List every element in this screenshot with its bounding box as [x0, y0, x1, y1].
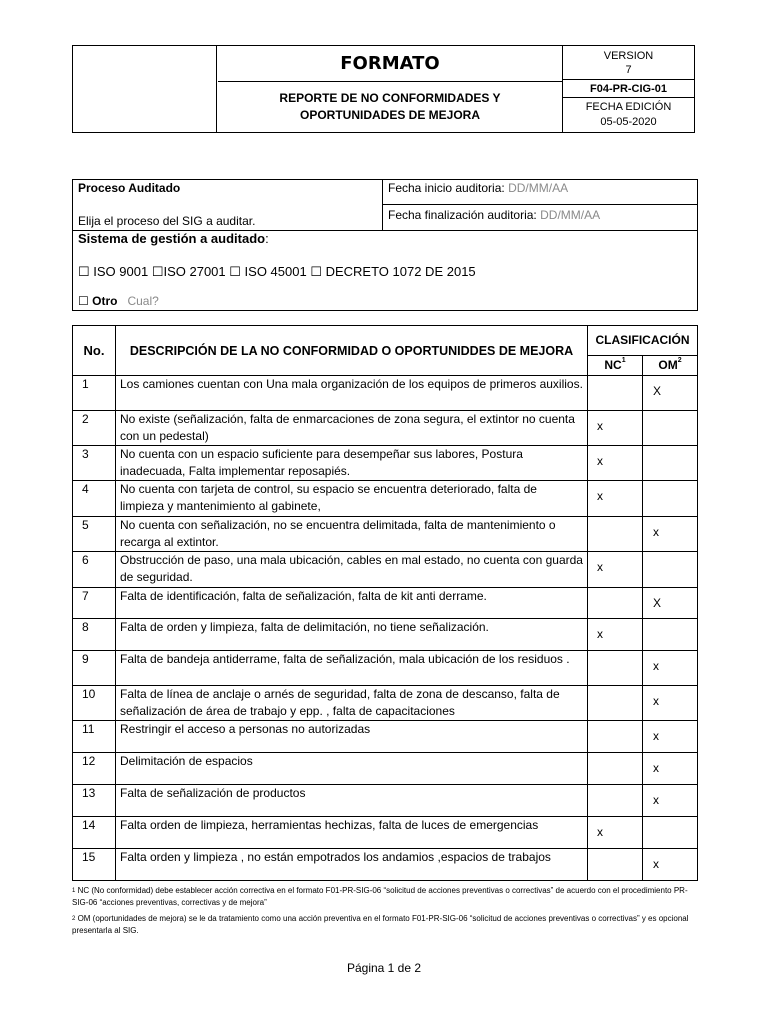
row-nc-mark: x — [588, 817, 643, 849]
row-number: 5 — [73, 517, 116, 552]
row-om-mark: x — [643, 849, 698, 881]
document-header — [72, 45, 695, 133]
row-description: Falta orden de limpieza, herramientas hechizas, falta de luces de emergencias — [116, 817, 588, 849]
row-om-mark: X — [643, 376, 698, 411]
column-header-no: No. — [73, 326, 116, 376]
column-header-description: DESCRIPCIÓN DE LA NO CONFORMIDAD O OPORTUNIDDES DE MEJORA — [116, 326, 588, 376]
row-nc-mark — [588, 721, 643, 753]
page-number: Página 1 de 2 — [346, 961, 422, 975]
row-nc-mark — [588, 376, 643, 411]
table-row — [73, 785, 698, 817]
row-om-mark: X — [643, 588, 698, 619]
checkbox-otro[interactable]: ☐ — [78, 294, 89, 308]
findings-table — [72, 325, 698, 881]
om-footnote-mark: 2 — [677, 357, 682, 364]
row-om-mark: x — [643, 721, 698, 753]
row-nc-mark — [588, 686, 643, 721]
row-om-mark: x — [643, 753, 698, 785]
row-om-mark — [643, 619, 698, 651]
footnote-2-text: OM (oportunidades de mejora) se le da tratamiento como una acción preventiva en el formato F01-PR-SIG-06 “solicitud de acciones preventivas o correctivas” y es opcional presentarla al SIG. — [72, 914, 689, 935]
row-nc-mark: x — [588, 552, 643, 588]
footnote-2 — [72, 913, 698, 937]
row-om-mark: x — [643, 785, 698, 817]
other-field[interactable]: Cual? — [127, 294, 159, 308]
column-header-nc — [588, 356, 643, 376]
row-nc-mark: x — [588, 619, 643, 651]
table-row — [73, 552, 698, 588]
row-description: No cuenta con señalización, no se encuentra delimitada, falta de mantenimiento o recarga al extintor. — [116, 517, 588, 552]
row-om-mark: x — [643, 686, 698, 721]
system-label-colon: : — [265, 231, 269, 246]
row-description: Obstrucción de paso, una mala ubicación, cables en mal estado, no cuenta con guarda de seguridad. — [116, 552, 588, 588]
row-nc-mark — [588, 849, 643, 881]
row-number: 3 — [73, 446, 116, 481]
row-number: 14 — [73, 817, 116, 849]
system-label-text: Sistema de gestión a auditado — [78, 231, 266, 246]
nc-label: NC — [604, 358, 622, 372]
process-label: Proceso Auditado — [78, 181, 181, 195]
footnote-1-text: NC (No conformidad) debe establecer acción correctiva en el formato F01-PR-SIG-06 “solicitud de acciones preventivas o correctivas” de acuerdo con el procedimiento PR-SIG-06 “acciones preventivas, correctivas y de mejora” — [72, 886, 688, 907]
table-row — [73, 411, 698, 446]
edition-label: FECHA EDICIÓN — [585, 101, 672, 113]
row-nc-mark — [588, 651, 643, 686]
row-description: No cuenta con tarjeta de control, su espacio se encuentra deteriorado, falta de limpieza y mantenimiento al gabinete, — [116, 481, 588, 517]
row-description: Falta de señalización de productos — [116, 785, 588, 817]
row-description: Restringir el acceso a personas no autorizadas — [116, 721, 588, 753]
row-description: No existe (señalización, falta de enmarcaciones de zona segura, el extintor no cuenta con un pedestal) — [116, 411, 588, 446]
document-subtitle: REPORTE DE NO CONFORMIDADES Y OPORTUNIDADES DE MEJORA — [218, 82, 563, 132]
row-om-mark — [643, 552, 698, 588]
row-number: 11 — [73, 721, 116, 753]
row-number: 7 — [73, 588, 116, 619]
column-header-om — [643, 356, 698, 376]
edition-cell — [563, 98, 694, 132]
row-description: Los camiones cuentan con Una mala organización de los equipos de primeros auxilios. — [116, 376, 588, 411]
table-row — [73, 686, 698, 721]
row-number: 10 — [73, 686, 116, 721]
document-code: F04-PR-CIG-01 — [563, 80, 694, 98]
row-om-mark: x — [643, 517, 698, 552]
checkbox-iso-9001[interactable]: ☐ ISO 9001 — [78, 264, 149, 279]
row-nc-mark — [588, 517, 643, 552]
table-row — [73, 517, 698, 552]
row-number: 6 — [73, 552, 116, 588]
row-om-mark — [643, 481, 698, 517]
version-cell — [563, 46, 694, 80]
table-row — [73, 849, 698, 881]
table-row — [73, 753, 698, 785]
end-date-label: Fecha finalización auditoria: — [388, 208, 537, 222]
end-date-field[interactable]: DD/MM/AA — [540, 208, 601, 222]
system-options — [78, 264, 476, 280]
row-number: 13 — [73, 785, 116, 817]
nc-footnote-mark: 1 — [621, 357, 626, 364]
row-description: Delimitación de espacios — [116, 753, 588, 785]
end-date-cell — [383, 205, 697, 231]
footnote-separator — [72, 880, 229, 881]
row-nc-mark: x — [588, 481, 643, 517]
table-row — [73, 481, 698, 517]
start-date-field[interactable]: DD/MM/AA — [508, 181, 569, 195]
row-number: 15 — [73, 849, 116, 881]
table-row — [73, 619, 698, 651]
row-number: 1 — [73, 376, 116, 411]
row-description: Falta de bandeja antiderrame, falta de señalización, mala ubicación de los residuos . — [116, 651, 588, 686]
table-row — [73, 588, 698, 619]
table-row — [73, 817, 698, 849]
footnote-1-mark: 1 — [72, 888, 76, 894]
process-cell — [73, 180, 383, 231]
checkbox-iso-45001[interactable]: ☐ ISO 45001 — [229, 264, 307, 279]
row-number: 12 — [73, 753, 116, 785]
row-om-mark: x — [643, 651, 698, 686]
row-description: Falta de identificación, falta de señalización, falta de kit anti derrame. — [116, 588, 588, 619]
start-date-label: Fecha inicio auditoria: — [388, 181, 505, 195]
audit-process-section — [72, 179, 698, 311]
row-description: Falta orden y limpieza , no están empotrados los andamios ,espacios de trabajos — [116, 849, 588, 881]
row-description: Falta de línea de anclaje o arnés de seguridad, falta de zona de descanso, falta de señalización de área de trabajo y epp. , falta de capacitaciones — [116, 686, 588, 721]
checkbox-decreto-1072[interactable]: ☐ DECRETO 1072 DE 2015 — [310, 264, 476, 279]
om-label: OM — [658, 358, 678, 372]
row-om-mark — [643, 817, 698, 849]
row-nc-mark — [588, 753, 643, 785]
version-label: VERSION — [603, 49, 654, 62]
row-number: 2 — [73, 411, 116, 446]
other-option — [78, 294, 159, 308]
row-nc-mark — [588, 785, 643, 817]
table-row — [73, 376, 698, 411]
logo-area — [73, 46, 217, 132]
table-row — [73, 721, 698, 753]
row-number: 4 — [73, 481, 116, 517]
row-om-mark — [643, 411, 698, 446]
row-nc-mark: x — [588, 446, 643, 481]
start-date-cell — [383, 180, 697, 205]
table-row — [73, 651, 698, 686]
row-nc-mark: x — [588, 411, 643, 446]
row-nc-mark — [588, 588, 643, 619]
document-title: FORMATO — [218, 46, 563, 82]
row-number: 9 — [73, 651, 116, 686]
other-label: Otro — [92, 294, 118, 308]
row-description: No cuenta con un espacio suficiente para desempeñar sus labores, Postura inadecuada, Falta implementar reposapiés. — [116, 446, 588, 481]
footnote-1 — [72, 885, 698, 909]
footnote-2-mark: 2 — [72, 916, 76, 922]
table-row — [73, 446, 698, 481]
edition-value: 05-05-2020 — [600, 116, 657, 128]
column-header-classification: CLASIFICACIÓN — [588, 326, 698, 356]
row-description: Falta de orden y limpieza, falta de delimitación, no tiene señalización. — [116, 619, 588, 651]
process-select[interactable]: Elija el proceso del SIG a auditar. — [78, 214, 256, 228]
row-om-mark — [643, 446, 698, 481]
checkbox-iso-27001[interactable]: ☐ISO 27001 — [151, 264, 226, 279]
version-value: 7 — [625, 63, 632, 76]
system-label — [78, 231, 269, 246]
row-number: 8 — [73, 619, 116, 651]
